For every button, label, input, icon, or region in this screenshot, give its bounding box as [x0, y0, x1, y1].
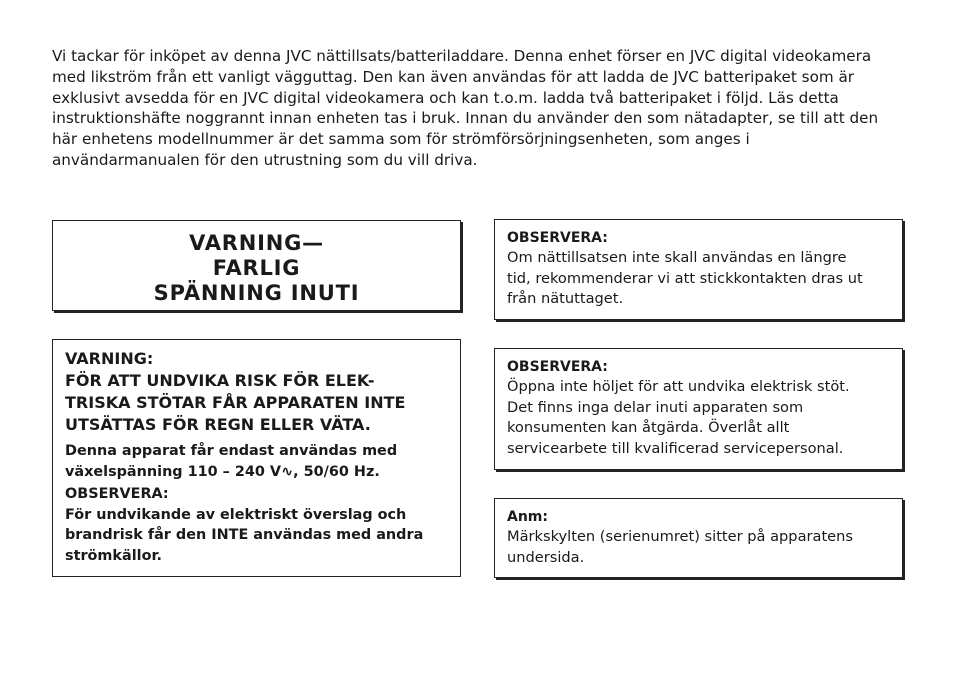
voltage-suffix: , 50/60 Hz.	[293, 463, 380, 480]
danger-title-line: VARNING—	[189, 231, 324, 255]
intro-paragraph	[52, 46, 912, 171]
note-line: tid, rekommenderar vi att stickkontakten dras ut	[507, 269, 863, 287]
warning-caps-line: UTSÄTTAS FÖR REGN ELLER VÄTA.	[65, 415, 371, 434]
intro-line: exklusivt avsedda för en JVC digital videokamera och kan t.o.m. ladda två batteripaket i följd. Läs detta	[52, 88, 839, 107]
intro-line: användarmanualen för den utrustning som du vill driva.	[52, 150, 478, 169]
ac-current-icon: ∿	[281, 463, 294, 480]
danger-warning-box	[52, 220, 461, 311]
note-line: från nätuttaget.	[507, 290, 624, 308]
note-box-unplug	[494, 219, 903, 320]
intro-line: instruktionshäfte noggrannt innan enheten tas i bruk. Innan du använder den som nätadapter, se till att den	[52, 109, 879, 128]
note-line: konsumenten kan åtgärda. Överlåt allt	[507, 419, 790, 437]
observe-heading: OBSERVERA:	[65, 486, 169, 502]
note-line: undersida.	[507, 548, 585, 566]
note-heading: Anm:	[507, 509, 548, 525]
note-line: Om nättillsatsen inte skall användas en längre	[507, 249, 847, 266]
note-heading: OBSERVERA:	[507, 359, 608, 375]
voltage-prefix: växelspänning 110 – 240 V	[65, 463, 282, 480]
note-line: Det finns inga delar inuti apparaten som	[507, 398, 804, 416]
shock-warning-box	[52, 339, 461, 577]
voltage-line: Denna apparat får endast användas med	[65, 443, 398, 459]
intro-line: Vi tackar för inköpet av denna JVC nättillsats/batteriladdare. Denna enhet förser en JVC digital videokamera	[52, 47, 872, 65]
observe-line: brandrisk får den INTE användas med andra	[65, 527, 424, 543]
note-line: servicearbete till kvalificerad servicepersonal.	[507, 439, 844, 457]
danger-title-line: SPÄNNING INUTI	[153, 281, 360, 305]
note-box-service	[494, 348, 903, 470]
observe-line: strömkällor.	[65, 547, 162, 564]
note-box-rating-label	[494, 498, 903, 578]
intro-line: med likström från ett vanligt vägguttag. Den kan även användas för att ladda de JVC batteripaket som är	[52, 67, 855, 86]
note-line: Öppna inte höljet för att undvika elektrisk stöt.	[507, 378, 850, 395]
warning-caps-line: TRISKA STÖTAR FÅR APPARATEN INTE	[65, 393, 406, 412]
danger-title-line: FARLIG	[212, 256, 301, 280]
warning-caps-line: FÖR ATT UNDVIKA RISK FÖR ELEK-	[65, 371, 375, 390]
note-heading: OBSERVERA:	[507, 230, 608, 246]
voltage-spec-line	[65, 462, 448, 483]
observe-line: För undvikande av elektriskt överslag och	[65, 506, 407, 523]
note-line: Märkskylten (serienumret) sitter på apparatens	[507, 528, 854, 545]
warning-heading: VARNING:	[65, 349, 154, 368]
intro-line: här enhetens modellnummer är det samma som för strömförsörjningsenheten, som anges i	[52, 130, 750, 149]
